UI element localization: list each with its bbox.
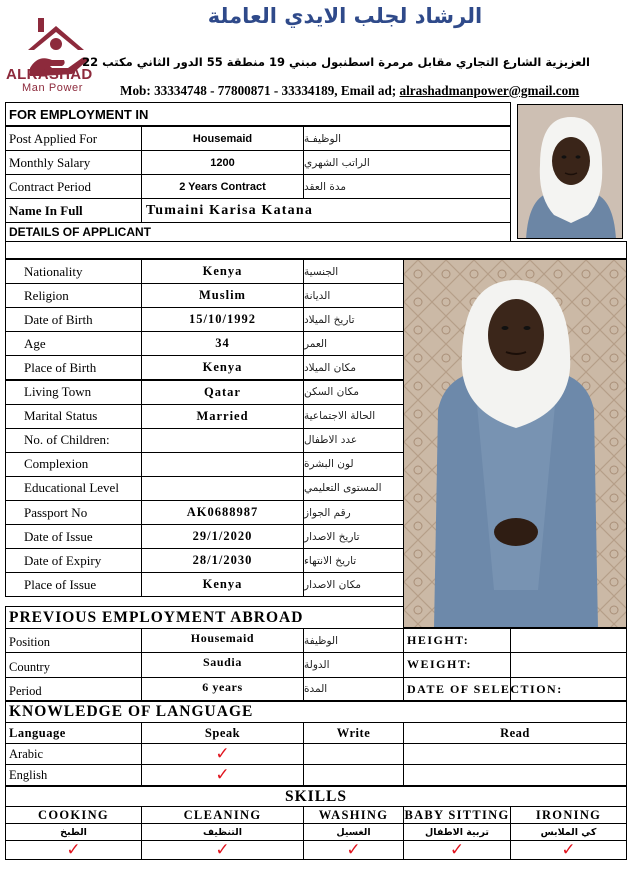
detail-arabic-label: تاريخ الميلاد <box>303 307 404 332</box>
language-check-mark <box>303 764 404 786</box>
skill-check-mark: ✓ <box>403 840 511 860</box>
detail-value: 34 <box>141 331 304 356</box>
language-check-mark: ✓ <box>141 743 304 765</box>
skill-check-mark: ✓ <box>141 840 304 860</box>
skill-arabic-name: الطبخ <box>5 823 142 841</box>
previous-label: Period <box>5 677 142 702</box>
detail-arabic-label: مكان السكن <box>303 380 404 405</box>
detail-label: Religion <box>5 283 142 308</box>
previous-arabic-label: المدة <box>303 677 404 702</box>
detail-arabic-label: المستوى التعليمي <box>303 476 404 501</box>
logo-title: ALRASHAD <box>6 66 93 83</box>
detail-value: 28/1/2030 <box>141 548 304 573</box>
skill-name: IRONING <box>510 806 627 824</box>
skill-arabic-name: تربية الاطفال <box>403 823 511 841</box>
detail-label: Complexion <box>5 452 142 477</box>
detail-arabic-label: الحالة الاجتماعية <box>303 404 404 429</box>
portrait-illustration <box>518 105 623 239</box>
previous-right-value <box>510 652 627 677</box>
language-check-mark <box>403 764 627 786</box>
salary-label: Monthly Salary <box>5 150 142 175</box>
contact-line <box>120 83 635 99</box>
spacer-row <box>5 241 627 259</box>
skill-check-mark: ✓ <box>303 840 404 860</box>
skill-arabic-name: التنظيف <box>141 823 304 841</box>
contact-email-link[interactable]: alrashadmanpower@gmail.com <box>399 83 580 98</box>
skill-name: WASHING <box>303 806 404 824</box>
detail-label: Age <box>5 331 142 356</box>
detail-arabic-label: تاريخ الاصدار <box>303 524 404 549</box>
contract-arabic-label: مدة العقد <box>303 174 511 199</box>
detail-arabic-label: تاريخ الانتهاء <box>303 548 404 573</box>
language-header: Language <box>5 722 142 744</box>
detail-label: Date of Issue <box>5 524 142 549</box>
company-arabic-address: العزيزية الشارع التجاري مقابل مرمرة اسطنبول مبني 19 منطقة 55 الدور الثاني مكتب 22 <box>82 55 590 69</box>
salary-arabic-label: الراتب الشهري <box>303 150 511 175</box>
name-label: Name In Full <box>5 198 142 223</box>
language-check-mark <box>403 743 627 765</box>
detail-value <box>141 476 304 501</box>
skill-name: COOKING <box>5 806 142 824</box>
detail-value: 29/1/2020 <box>141 524 304 549</box>
language-header: Speak <box>141 722 304 744</box>
applicant-portrait-photo <box>517 104 623 239</box>
post-label: Post Applied For <box>5 126 142 151</box>
previous-arabic-label: الوظيفة <box>303 628 404 653</box>
detail-label: Nationality <box>5 259 142 284</box>
previous-label: Position <box>5 628 142 653</box>
detail-label: Date of Expiry <box>5 548 142 573</box>
applicant-full-photo <box>403 259 627 628</box>
detail-arabic-label: العمر <box>303 331 404 356</box>
detail-value: 15/10/1992 <box>141 307 304 332</box>
detail-value: AK0688987 <box>141 500 304 525</box>
previous-value: 6 years <box>141 677 304 702</box>
previous-label: Country <box>5 652 142 677</box>
detail-value: Qatar <box>141 380 304 405</box>
detail-arabic-label: لون البشرة <box>303 452 404 477</box>
skill-check-mark: ✓ <box>510 840 627 860</box>
post-arabic-label: الوظيفـة <box>303 126 511 151</box>
language-check-mark <box>303 743 404 765</box>
previous-right-label: WEIGHT: <box>403 652 511 677</box>
name-value: Tumaini Karisa Katana <box>141 198 511 223</box>
detail-label: Passport No <box>5 500 142 525</box>
contract-value: 2 Years Contract <box>141 174 304 199</box>
post-value: Housemaid <box>141 126 304 151</box>
detail-arabic-label: مكان الاصدار <box>303 572 404 597</box>
detail-arabic-label: عدد الاطفال <box>303 428 404 453</box>
language-name: Arabic <box>5 743 142 765</box>
detail-value: Kenya <box>141 355 304 380</box>
detail-value: Muslim <box>141 283 304 308</box>
detail-value: Kenya <box>141 259 304 284</box>
previous-right-label: DATE OF SELECTION: <box>403 677 511 702</box>
section-skills-title: SKILLS <box>5 786 627 807</box>
detail-value <box>141 428 304 453</box>
previous-value: Housemaid <box>141 628 304 653</box>
salary-value: 1200 <box>141 150 304 175</box>
detail-label: Educational Level <box>5 476 142 501</box>
detail-label: Date of Birth <box>5 307 142 332</box>
previous-value: Saudia <box>141 652 304 677</box>
previous-right-label: HEIGHT: <box>403 628 511 653</box>
detail-label: No. of Children: <box>5 428 142 453</box>
detail-label: Living Town <box>5 380 142 405</box>
previous-arabic-label: الدولة <box>303 652 404 677</box>
detail-label: Marital Status <box>5 404 142 429</box>
section-applicant-title: DETAILS OF APPLICANT <box>5 222 511 242</box>
detail-arabic-label: الجنسية <box>303 259 404 284</box>
section-language-title: KNOWLEDGE OF LANGUAGE <box>5 700 627 723</box>
detail-value <box>141 452 304 477</box>
previous-right-value <box>510 677 627 702</box>
language-name: English <box>5 764 142 786</box>
skill-name: BABY SITTING <box>403 806 511 824</box>
section-employment-title: FOR EMPLOYMENT IN <box>5 102 511 126</box>
skill-name: CLEANING <box>141 806 304 824</box>
detail-label: Place of Issue <box>5 572 142 597</box>
language-check-mark: ✓ <box>141 764 304 786</box>
detail-value: Kenya <box>141 572 304 597</box>
detail-arabic-label: مكان الميلاد <box>303 355 404 380</box>
skill-arabic-name: كي الملابس <box>510 823 627 841</box>
contract-label: Contract Period <box>5 174 142 199</box>
logo-subtitle: Man Power <box>22 82 84 94</box>
section-previous-employment-title: PREVIOUS EMPLOYMENT ABROAD <box>5 606 404 629</box>
company-arabic-title: الرشاد لجلب الايدي العاملة <box>207 4 483 28</box>
detail-value: Married <box>141 404 304 429</box>
previous-right-value <box>510 628 627 653</box>
full-body-illustration <box>404 260 627 628</box>
language-header: Read <box>403 722 627 744</box>
contact-phones: Mob: 33334748 - 77800871 - 33334189, Email ad; <box>120 83 400 98</box>
detail-label: Place of Birth <box>5 355 142 380</box>
detail-arabic-label: رقم الجواز <box>303 500 404 525</box>
detail-arabic-label: الديانة <box>303 283 404 308</box>
language-header: Write <box>303 722 404 744</box>
skill-arabic-name: الغسيل <box>303 823 404 841</box>
skill-check-mark: ✓ <box>5 840 142 860</box>
